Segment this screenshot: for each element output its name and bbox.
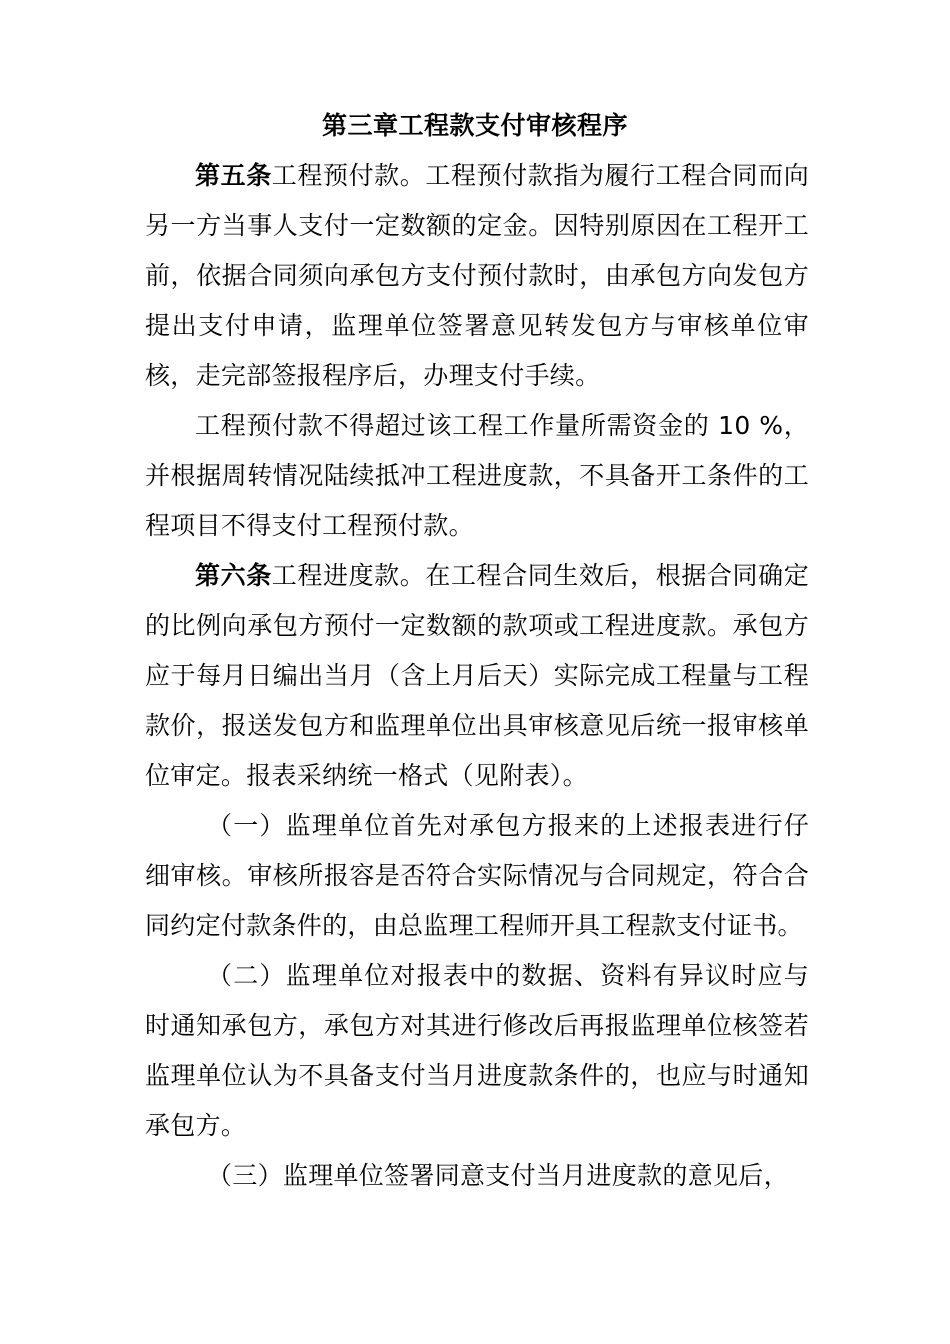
article-6-paragraph: [145, 551, 809, 801]
prepayment-limit-text: 工程预付款不得超过该工程工作量所需资金的 10 %，并根据周转情况陆续抵冲工程进度款，不具备开工条件的工程项目不得支付工程预付款。: [145, 411, 809, 540]
article-5-paragraph: [145, 151, 809, 401]
clause-3-paragraph: [145, 1151, 809, 1201]
article-6-label: 第六条: [195, 561, 272, 590]
document-body: [145, 151, 809, 1201]
prepayment-limit-paragraph: [145, 401, 809, 551]
clause-1-text: （一）监理单位首先对承包方报来的上述报表进行仔细审核。审核所报容是否符合实际情况与合同规定，符合合同约定付款条件的，由总监理工程师开具工程款支付证书。: [145, 811, 809, 940]
chapter-title: 第三章工程款支付审核程序: [321, 111, 628, 140]
clause-3-text: （三）监理单位签署同意支付当月进度款的意见后，: [207, 1161, 789, 1190]
article-5-label: 第五条: [195, 161, 272, 190]
clause-1-paragraph: [145, 801, 809, 951]
article-6-text: 工程进度款。在工程合同生效后，根据合同确定的比例向承包方预付一定数额的款项或工程进度款。承包方应于每月日编出当月（含上月后天）实际完成工程量与工程款价，报送发包方和监理单位出具审核意见后统一报审核单位审定。报表采纳统一格式（见附表）。: [145, 561, 809, 790]
clause-2-paragraph: [145, 951, 809, 1151]
clause-2-text: （二）监理单位对报表中的数据、资料有异议时应与时通知承包方，承包方对其进行修改后再报监理单位核签若监理单位认为不具备支付当月进度款条件的，也应与时通知承包方。: [145, 961, 809, 1140]
article-5-text: 工程预付款。工程预付款指为履行工程合同而向另一方当事人支付一定数额的定金。因特别原因在工程开工前，依据合同须向承包方支付预付款时，由承包方向发包方提出支付申请，监理单位签署意见转发包方与审核单位审核，走完部签报程序后，办理支付手续。: [145, 161, 809, 390]
